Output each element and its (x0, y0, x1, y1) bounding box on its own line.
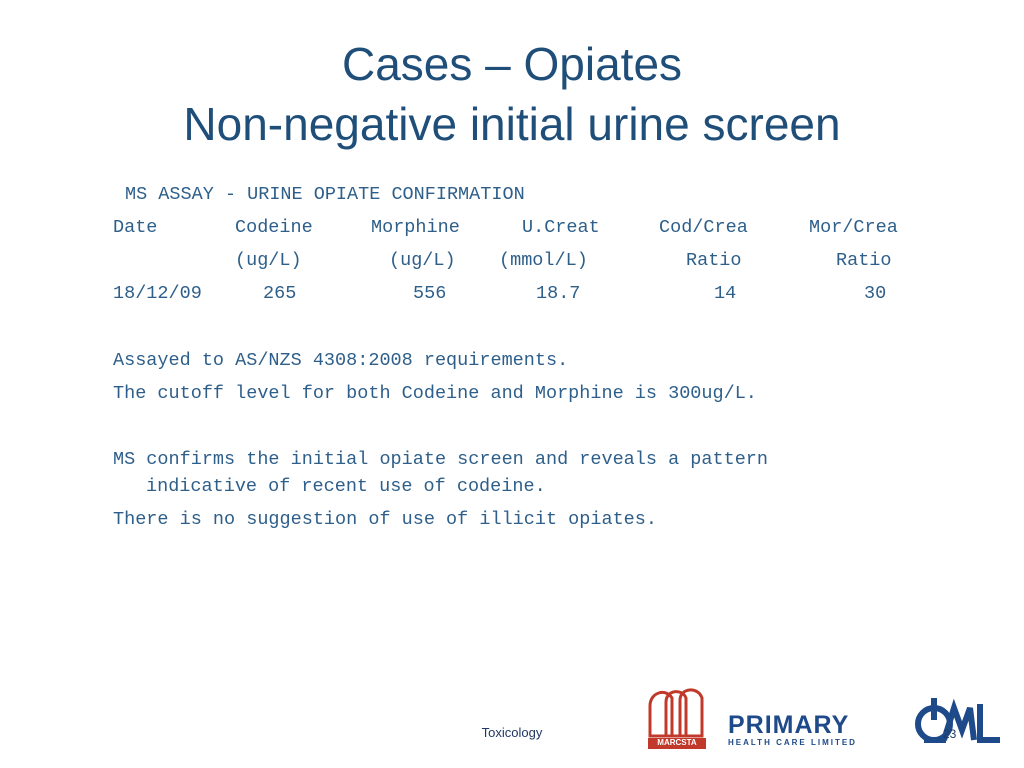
primary-text: PRIMARY (728, 711, 850, 739)
marcsta-logo (646, 684, 710, 750)
note-confirm-line2: indicative of recent use of codeine. (146, 476, 546, 497)
unit-codeine: (ug/L) (235, 250, 302, 271)
value-morphine: 556 (413, 283, 447, 304)
value-ucreat: 18.7 (536, 283, 581, 304)
note-standard: Assayed to AS/NZS 4308:2008 requirements. (113, 350, 569, 371)
primary-subtext: HEALTH CARE LIMITED (728, 738, 857, 747)
assay-heading: MS ASSAY - URINE OPIATE CONFIRMATION (125, 184, 525, 205)
note-no-illicit: There is no suggestion of use of illicit opiates. (113, 509, 657, 530)
marcsta-text: MARCSTA (657, 738, 697, 747)
title-line-1: Cases – Opiates (341, 38, 683, 90)
qml-logo (914, 694, 1002, 748)
col-header-codeine: Codeine (235, 217, 313, 238)
unit-morphine: (ug/L) (389, 250, 456, 271)
microscope-icon (914, 694, 1002, 748)
note-cutoff: The cutoff level for both Codeine and Morphine is 300ug/L. (113, 383, 757, 404)
col-header-date: Date (113, 217, 158, 238)
footer-label: Toxicology (481, 725, 543, 740)
col-header-morphine: Morphine (371, 217, 460, 238)
unit-ucreat: (mmol/L) (499, 250, 588, 271)
col-header-ucreat: U.Creat (522, 217, 600, 238)
col-header-morcrea: Mor/Crea (809, 217, 898, 238)
value-date: 18/12/09 (113, 283, 202, 304)
note-confirm-line1: MS confirms the initial opiate screen and reveals a pattern (113, 449, 769, 470)
value-codcrea: 14 (714, 283, 737, 304)
col-header-codcrea: Cod/Crea (659, 217, 748, 238)
value-morcrea: 30 (864, 283, 887, 304)
unit-codcrea: Ratio (686, 250, 742, 271)
slide-title (0, 34, 1024, 154)
primary-logo (728, 712, 904, 748)
unit-morcrea: Ratio (836, 250, 892, 271)
slide-number: 23 (943, 727, 957, 741)
title-line-2: Non-negative initial urine screen (183, 98, 841, 150)
value-codeine: 265 (263, 283, 297, 304)
